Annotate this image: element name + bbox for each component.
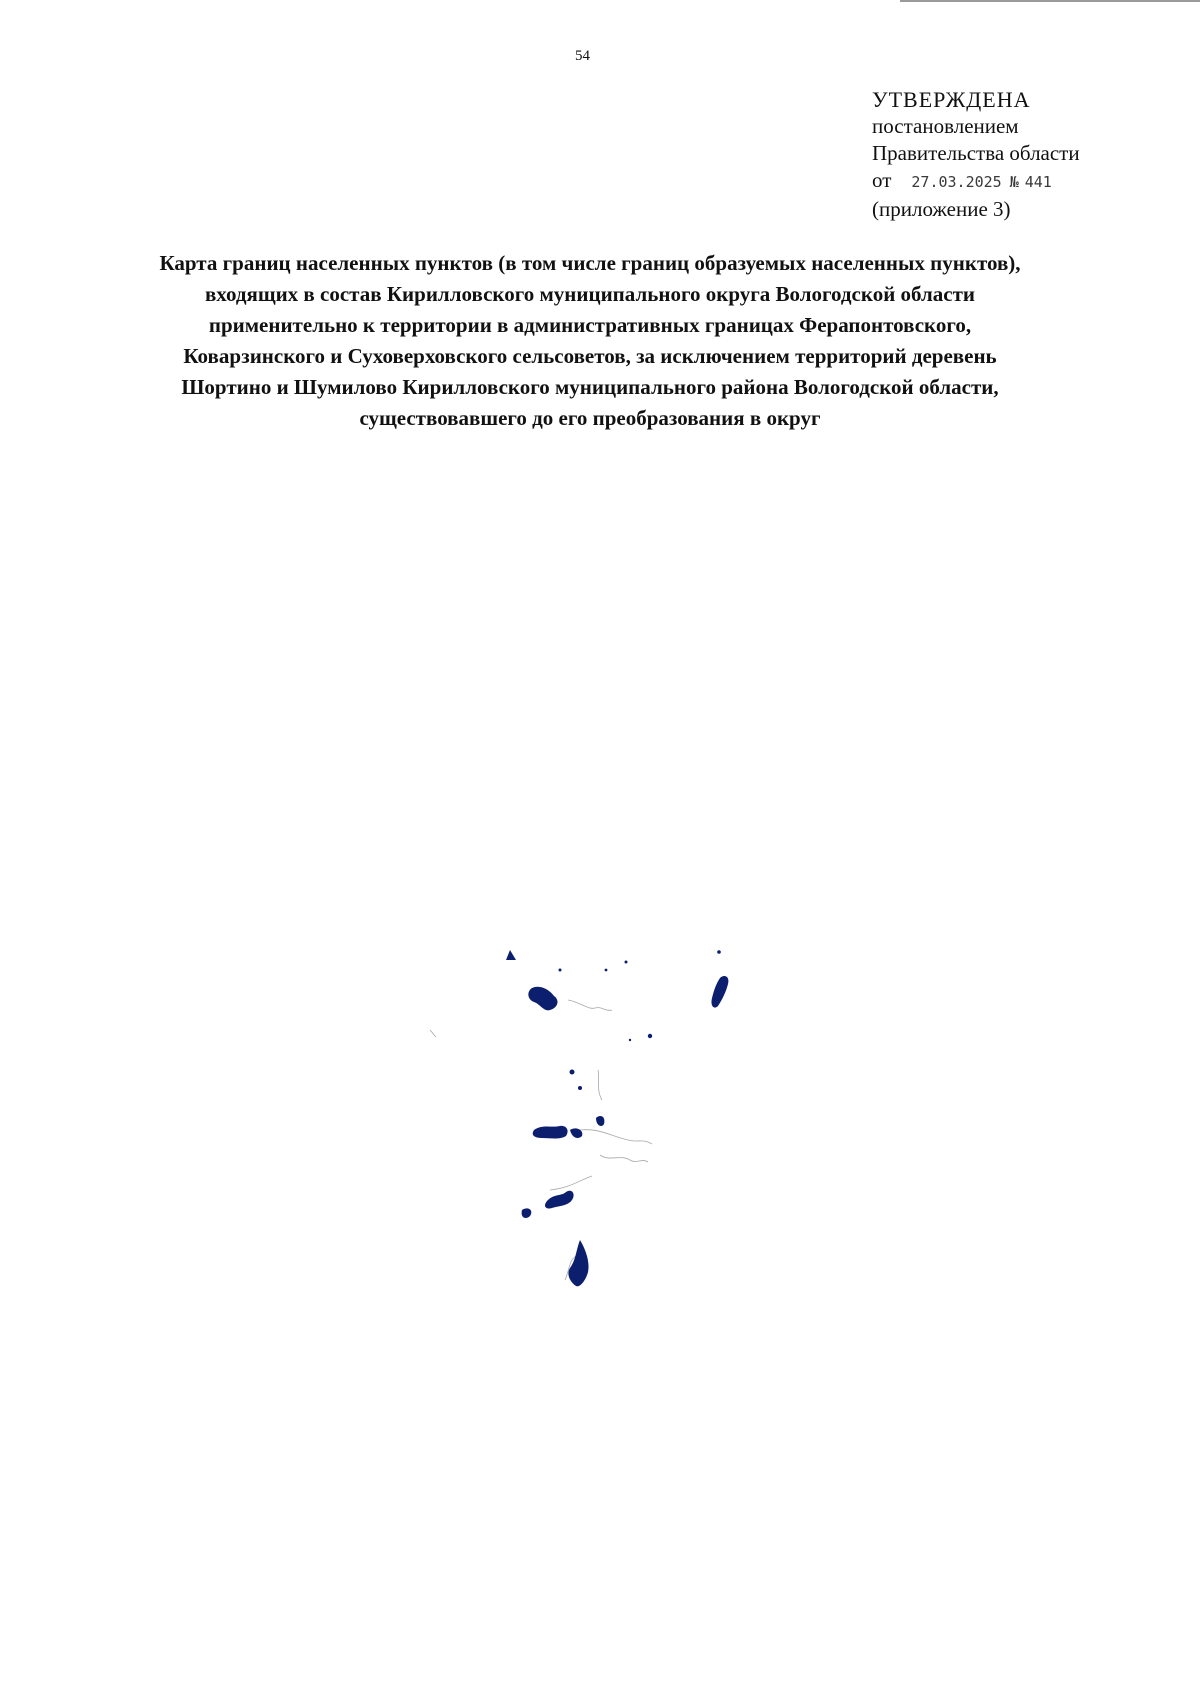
road-outline (598, 1070, 602, 1100)
settlement-dot (605, 969, 608, 972)
settlement-areas (506, 950, 728, 1286)
map-outlines (430, 1000, 652, 1280)
settlement-polygon (596, 1116, 604, 1126)
title-line: существовавшего до его преобразования в округ (359, 406, 821, 430)
settlement-boundaries-map (430, 940, 810, 1360)
page-number: 54 (575, 48, 590, 64)
settlement-polygon (568, 1240, 588, 1286)
settlement-dot (629, 1039, 631, 1041)
approval-line-resolution: постановлением (872, 114, 1019, 138)
settlement-polygon (711, 976, 728, 1008)
title-line: Коварзинского и Суховерховского сельсоветов, за исключением территорий деревень (183, 344, 997, 368)
settlement-dot (559, 969, 562, 972)
title-line: Шортино и Шумилово Кирилловского муниципального района Вологодской области, (181, 375, 999, 399)
approval-line-government: Правительства области (872, 141, 1080, 165)
approval-number-value: 441 (1024, 173, 1052, 191)
settlement-polygon (533, 1126, 568, 1139)
settlement-polygon (506, 950, 516, 960)
road-outline (580, 1130, 652, 1144)
road-outline (600, 1155, 648, 1162)
settlement-polygon (528, 987, 557, 1011)
title-line: применительно к территории в административных границах Ферапонтовского, (208, 313, 972, 337)
approval-appendix: (приложение 3) (872, 197, 1011, 221)
settlement-polygon (545, 1191, 574, 1209)
approval-number-sign: № (1009, 173, 1019, 191)
settlement-dot (570, 1070, 575, 1075)
approval-block (872, 86, 1080, 223)
document-title (100, 248, 1080, 434)
approval-date-value: 27.03.2025 (911, 173, 1002, 191)
title-line: Карта границ населенных пунктов (в том числе границ образуемых населенных пунктов), (159, 251, 1021, 275)
settlement-dot (625, 961, 628, 964)
approval-date-line (872, 167, 1080, 196)
top-edge-rule (900, 0, 1200, 2)
road-outline (550, 1176, 592, 1190)
road-outline (430, 1030, 436, 1037)
approval-stamp: УТВЕРЖДЕНА (872, 87, 1031, 112)
approval-date-prefix: от (872, 168, 892, 192)
settlement-dot (578, 1086, 582, 1090)
settlement-dot (648, 1034, 652, 1038)
settlement-polygon (522, 1208, 532, 1218)
settlement-dot (717, 950, 721, 954)
title-line: входящих в состав Кирилловского муниципального округа Вологодской области (204, 282, 976, 306)
road-outline (568, 1000, 612, 1010)
